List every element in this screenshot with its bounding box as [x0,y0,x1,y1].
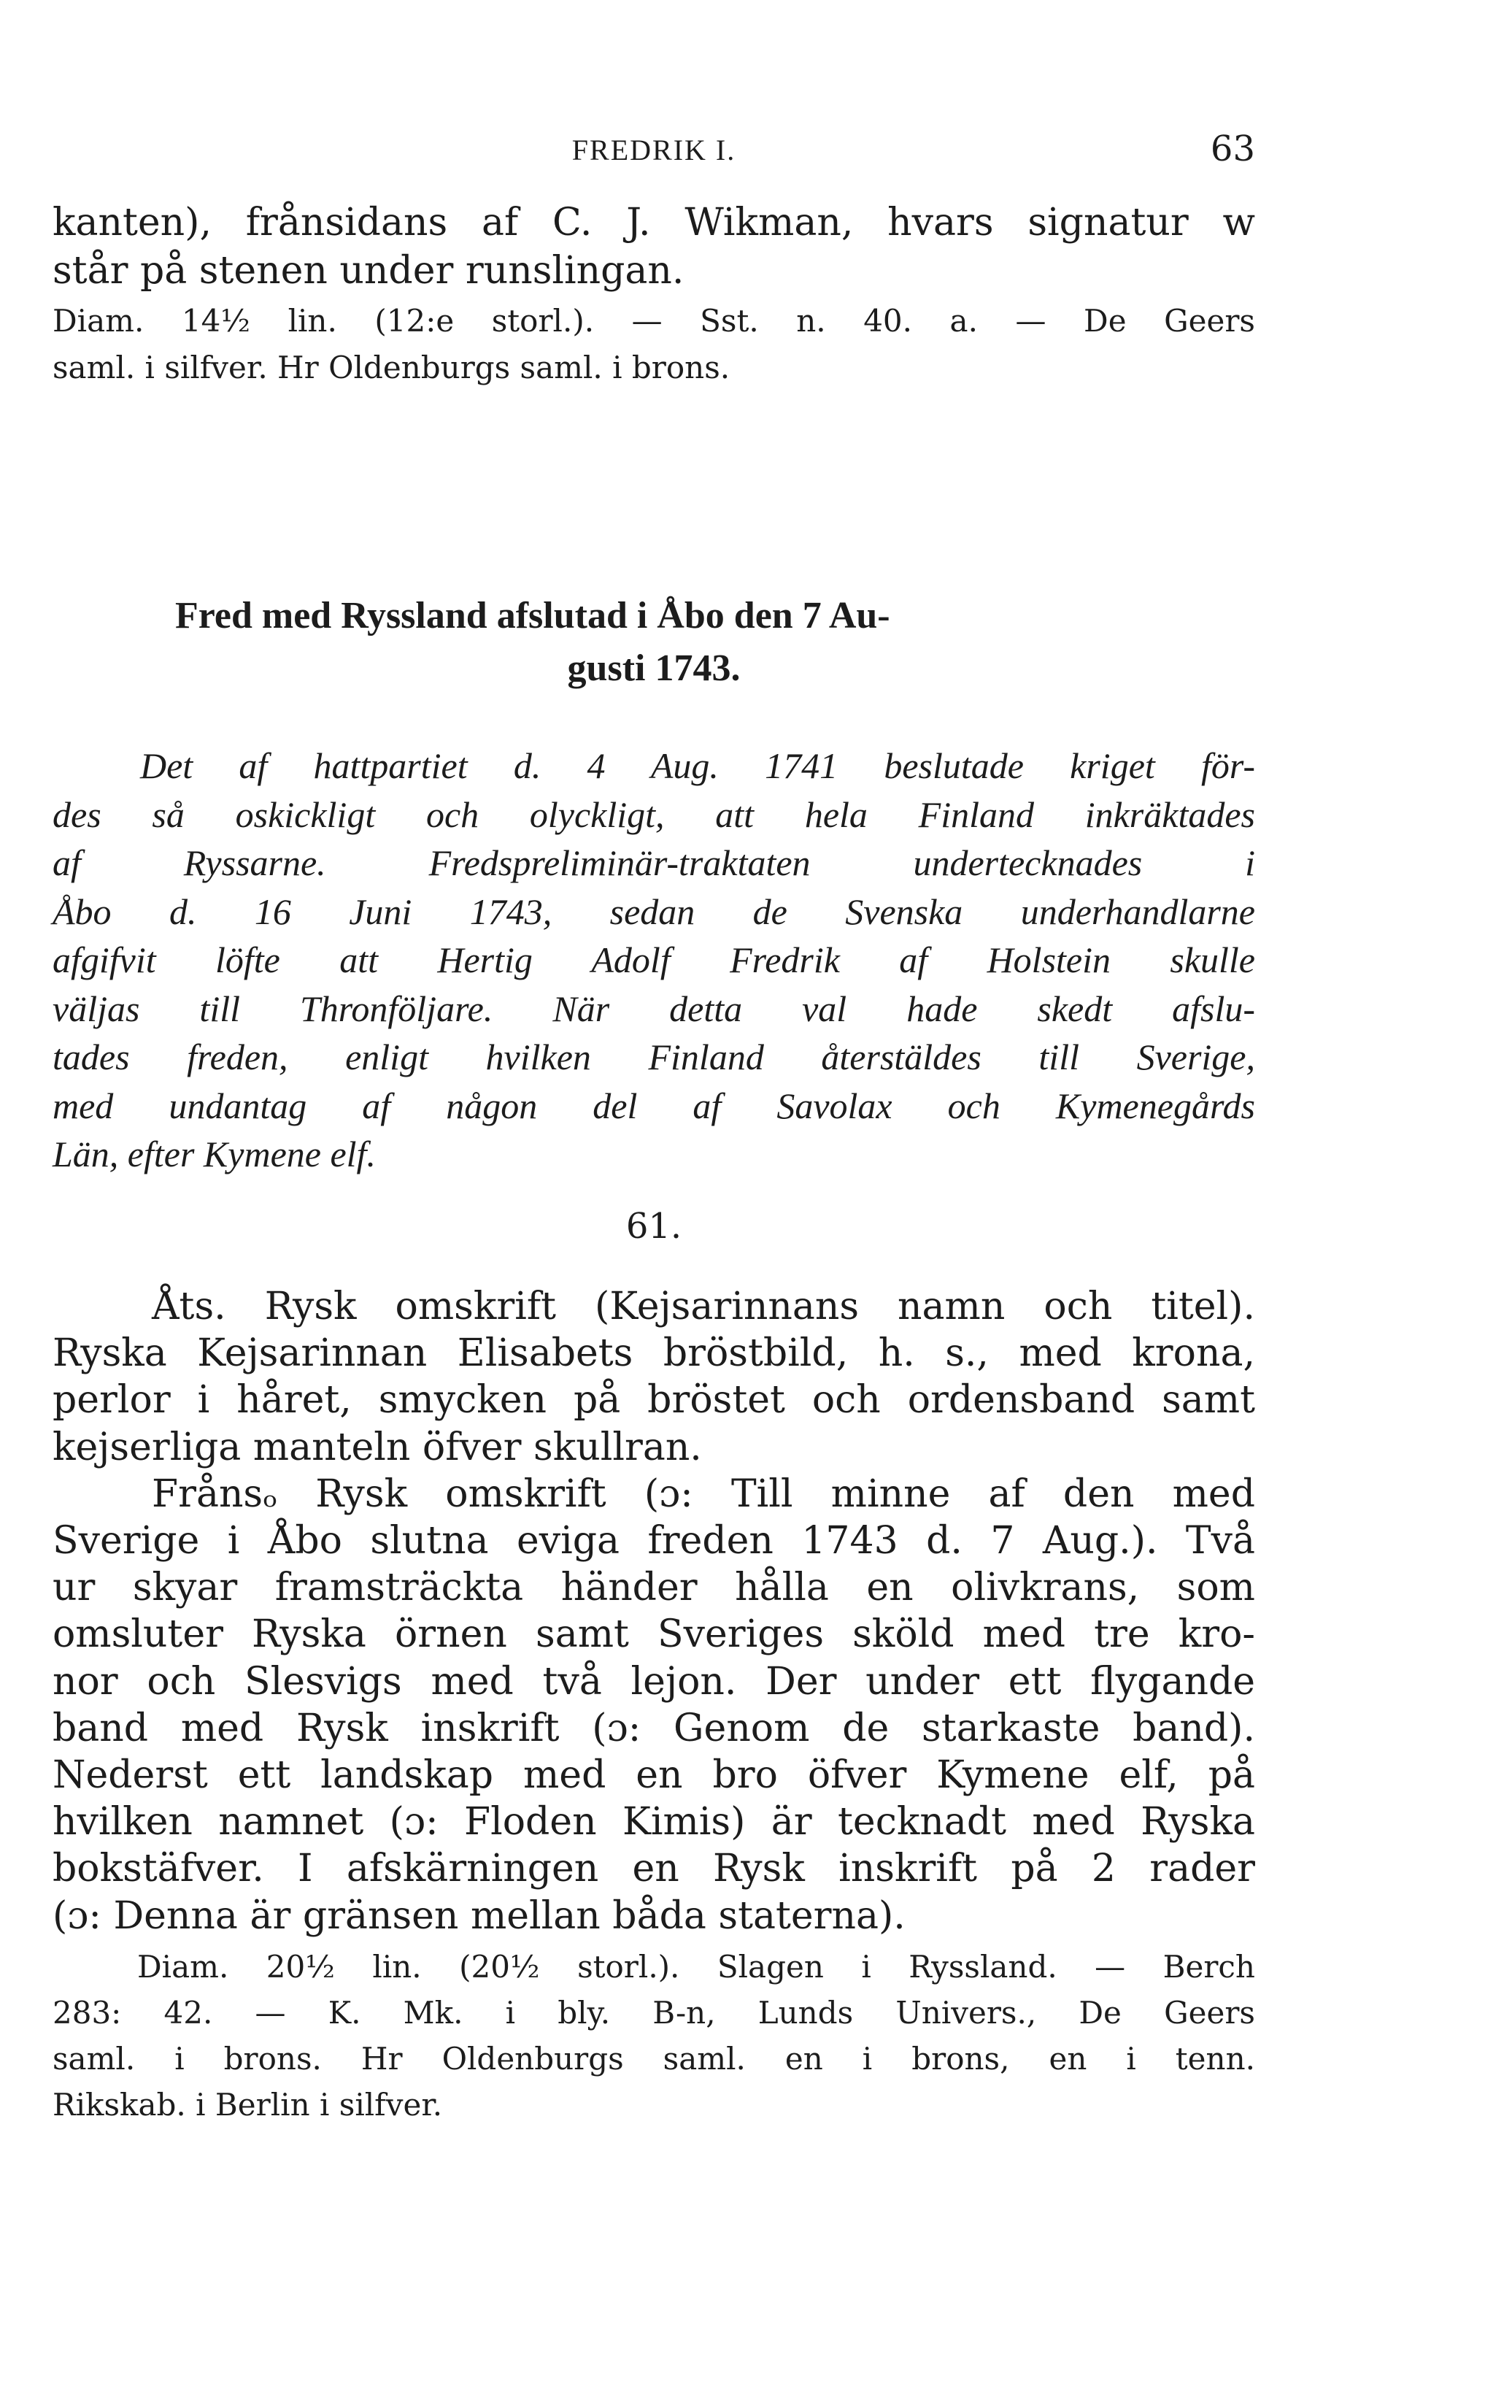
note-line: saml. i silfver. Hr Oldenburgs saml. i brons. [53,350,730,385]
entry-line: Frånsₒ Rysk omskrift (ɔ: Till minne af den med [152,1472,1255,1516]
measurement-note [53,1944,1255,2128]
page-number: 63 [1210,128,1255,169]
entry-description [53,1283,1255,2128]
intro-line: afgifvit löfte att Hertig Adolf Fredrik af Holstein skulle [53,939,1255,980]
entry-line: ur skyar framsträckta händer hålla en olivkrans, som [53,1566,1255,1610]
entry-line: Ryska Kejsarinnan Elisabets bröstbild, h. s., med krona, [53,1331,1255,1376]
entry-line: band med Rysk inskrift (ɔ: Genom de starkaste band). [53,1706,1255,1750]
intro-line: Åbo d. 16 Juni 1743, sedan de Svenska underhandlarne [53,891,1255,932]
heading-line: gusti 1743. [567,647,741,689]
entry-line: (ɔ: Denna är gränsen mellan båda staterna). [53,1893,906,1938]
entry-line: nor och Slesvigs med två lejon. Der under ett flygande [53,1659,1255,1704]
entry-line: kejserliga manteln öfver skullran. [53,1425,702,1469]
section-heading [53,590,1255,695]
note-line: Diam. 14½ lin. (12:e storl.). — Sst. n. 40. a. — De Geers [53,303,1255,339]
entry-number: 61. [625,1206,682,1247]
intro-line: tades freden, enligt hvilken Finland återstäldes till Sverige, [53,1036,1255,1077]
entry-line: bokstäfver. I afskärningen en Rysk inskrift på 2 rader [53,1847,1255,1891]
running-title: FREDRIK I. [571,134,736,166]
entry-line: omsluter Ryska örnen samt Sveriges sköld med tre kro- [53,1612,1255,1657]
entry-line: Sverige i Åbo slutna eviga freden 1743 d. 7 Aug.). Två [53,1519,1255,1563]
book-page [53,0,1255,2408]
intro-line: väljas till Thronföljare. När detta val hade skedt afslu- [53,988,1255,1029]
intro-line: Det af hattpartiet d. 4 Aug. 1741 beslutade kriget för- [140,745,1255,786]
entry-line: perlor i håret, smycken på bröstet och ordensband samt [53,1378,1255,1423]
text-line: står på stenen under runslingan. [53,249,684,293]
note-line: Rikskab. i Berlin i silfver. [53,2086,443,2123]
intro-line: af Ryssarne. Fredspreliminär-traktaten undertecknades i [53,842,1255,883]
intro-line: des så oskickligt och olyckligt, att hela Finland inkräktades [53,793,1255,835]
entry-line: hvilken namnet (ɔ: Floden Kimis) är tecknadt med Ryska [53,1800,1255,1845]
entry-line: Nederst ett landskap med en bro öfver Kymene elf, på [53,1753,1255,1798]
entry-line: Åts. Rysk omskrift (Kejsarinnans namn och titel). [152,1285,1255,1328]
running-head [53,128,1255,172]
note-line: 283: 42. — K. Mk. i bly. B-n, Lunds Univers., De Geers [53,1994,1255,2031]
historical-introduction [53,742,1255,1179]
continued-paragraph [53,199,1255,391]
note-line: Diam. 20½ lin. (20½ storl.). Slagen i Ryssland. — Berch [137,1948,1255,1985]
heading-line: Fred med Ryssland afslutad i Åbo den 7 Au- [175,595,890,636]
text-line: kanten), frånsidans af C. J. Wikman, hvars signatur w [53,201,1255,245]
intro-line: Län, efter Kymene elf. [53,1134,376,1174]
intro-line: med undantag af någon del af Savolax och Kymenegårds [53,1085,1255,1126]
note-line: saml. i brons. Hr Oldenburgs saml. en i brons, en i tenn. [53,2040,1255,2077]
measurement-note [53,298,1255,391]
